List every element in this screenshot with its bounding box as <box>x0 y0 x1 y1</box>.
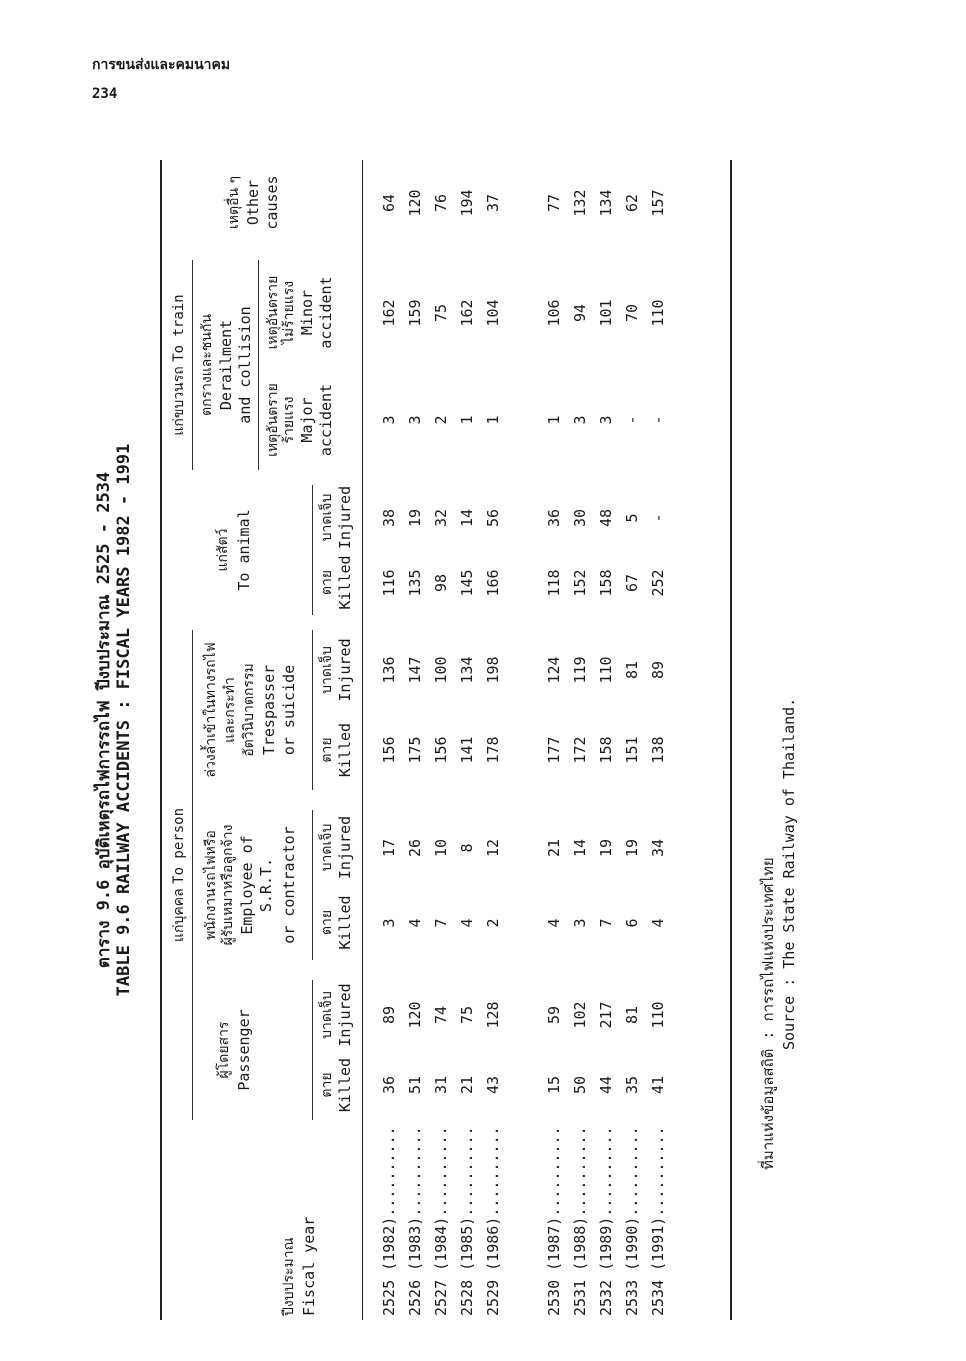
table-cell: 3 <box>571 918 589 928</box>
table-cell: 67 <box>623 573 641 593</box>
injured-th: บาดเจ็บ <box>319 823 335 872</box>
table-cell: 110 <box>649 299 667 327</box>
table-cell: 15 <box>545 1075 563 1095</box>
table-cell: 177 <box>545 736 563 764</box>
table-cell: 38 <box>380 508 398 528</box>
row-fiscal-year: 2527 (1984).......... <box>432 1126 450 1316</box>
header-employee-en2: S.R.T. <box>257 857 275 913</box>
table-cell: 89 <box>380 1005 398 1025</box>
table-cell: 34 <box>649 838 667 858</box>
table-bottom-rule <box>730 160 732 1320</box>
table-cell: 252 <box>649 569 667 597</box>
table-cell: 172 <box>571 736 589 764</box>
table-row <box>484 160 508 1320</box>
table-cell: 124 <box>545 656 563 684</box>
table-cell: - <box>649 415 667 425</box>
header-major-en2: accident <box>317 383 335 457</box>
table-cell: 75 <box>432 303 450 323</box>
table-row <box>545 160 569 1320</box>
table-cell: 19 <box>623 838 641 858</box>
table-cell: 151 <box>623 736 641 764</box>
table-cell: 19 <box>597 838 615 858</box>
table-cell: 35 <box>623 1075 641 1095</box>
table-title-english: TABLE 9.6 RAILWAY ACCIDENTS : FISCAL YEARS 1982 - 1991 <box>114 443 134 997</box>
table-row <box>623 160 647 1320</box>
header-major-th1: เหตุอันตราย <box>265 383 281 457</box>
table-cell: 98 <box>432 573 450 593</box>
header-trespasser-en1: Trespasser <box>260 664 278 756</box>
table-cell: 132 <box>571 189 589 217</box>
header-major-th2: ร้ายแรง <box>281 396 297 444</box>
table-cell: 159 <box>406 299 424 327</box>
table-cell: 26 <box>406 838 424 858</box>
table-cell: 41 <box>649 1075 667 1095</box>
table-row <box>458 160 482 1320</box>
table-cell: 102 <box>571 1001 589 1029</box>
table-cell: 198 <box>484 656 502 684</box>
table-cell: 1 <box>484 415 502 425</box>
table-row <box>649 160 673 1320</box>
table-cell: 37 <box>484 193 502 213</box>
table-cell: 136 <box>380 656 398 684</box>
injured-th: บาดเจ็บ <box>319 646 335 694</box>
table-cell: 75 <box>458 1005 476 1025</box>
to-train-rule <box>192 260 193 470</box>
table-cell: 3 <box>571 415 589 425</box>
table-cell: 36 <box>380 1075 398 1095</box>
table-cell: 21 <box>458 1075 476 1095</box>
table-cell: 31 <box>432 1075 450 1095</box>
table-cell: 14 <box>458 508 476 528</box>
header-derail-th: ตกรางและชนกัน <box>199 313 215 417</box>
header-employee-th2: ผู้รับเหมาหรือลูกจ้าง <box>220 824 236 946</box>
table-cell: 2 <box>484 918 502 928</box>
table-cell: 152 <box>571 569 589 597</box>
table-cell: 5 <box>623 513 641 523</box>
table-cell: 36 <box>545 508 563 528</box>
header-other-th: เหตุอื่น ๆ <box>226 175 242 230</box>
row-fiscal-year: 2529 (1986).......... <box>484 1126 502 1316</box>
killed-th: ตาย <box>319 737 335 763</box>
table-cell: 81 <box>623 1005 641 1025</box>
table-cell: 59 <box>545 1005 563 1025</box>
header-other-en1: Other <box>244 179 262 226</box>
table-row <box>406 160 430 1320</box>
killed-th: ตาย <box>319 909 335 936</box>
trespasser-rule <box>312 630 313 790</box>
killed-th: ตาย <box>319 569 335 596</box>
header-animal-en: To animal <box>235 509 253 591</box>
table-cell: 162 <box>380 299 398 327</box>
table-cell: 3 <box>406 415 424 425</box>
table-cell: 56 <box>484 508 502 528</box>
header-fiscal-year-th: ปีงบประมาณ <box>281 1237 297 1316</box>
table-cell: 141 <box>458 736 476 764</box>
table-cell: 217 <box>597 1001 615 1029</box>
table-cell: 158 <box>597 736 615 764</box>
row-fiscal-year: 2532 (1989).......... <box>597 1126 615 1316</box>
passenger-rule <box>312 980 313 1120</box>
source-thai: ที่มาแห่งข้อมูลสถิติ : การรถไฟแห่งประเทศไทย <box>759 857 777 1170</box>
row-fiscal-year: 2528 (1985).......... <box>458 1126 476 1316</box>
header-passenger-en: Passenger <box>235 1009 253 1091</box>
table-cell: 3 <box>380 918 398 928</box>
killed-th: ตาย <box>319 1072 335 1098</box>
table-cell: 81 <box>623 660 641 680</box>
table-cell: 128 <box>484 1001 502 1029</box>
table-cell: - <box>649 513 667 523</box>
injured-en: Injured <box>336 983 354 1047</box>
header-employee-en1: Employee of <box>238 835 256 935</box>
killed-en: Killed <box>336 555 354 610</box>
table-cell: 4 <box>545 918 563 928</box>
table-row <box>571 160 595 1320</box>
table-cell: 3 <box>597 415 615 425</box>
table-top-rule <box>160 160 162 1320</box>
table-cell: 147 <box>406 656 424 684</box>
row-fiscal-year: 2525 (1982).......... <box>380 1126 398 1316</box>
header-derail-en1: Derailment <box>217 319 235 411</box>
table-cell: 74 <box>432 1005 450 1025</box>
table-cell: 175 <box>406 736 424 764</box>
table-row <box>432 160 456 1320</box>
table-cell: 50 <box>571 1075 589 1095</box>
header-minor-th1: เหตุอันตราย <box>265 275 281 350</box>
animal-rule <box>312 485 313 615</box>
header-minor-en1: Minor <box>298 289 316 336</box>
header-to-person: แก่บุคคล To person <box>171 808 187 943</box>
table-cell: 4 <box>406 918 424 928</box>
table-cell: 44 <box>597 1075 615 1095</box>
table-cell: 138 <box>649 736 667 764</box>
table-cell: 3 <box>380 415 398 425</box>
table-cell: 94 <box>571 303 589 323</box>
source-english: Source : The State Railway of Thailand. <box>780 697 798 1050</box>
table-cell: 178 <box>484 736 502 764</box>
injured-en: Injured <box>336 485 354 550</box>
row-fiscal-year: 2531 (1988).......... <box>571 1126 589 1316</box>
table-cell: 2 <box>432 415 450 425</box>
table-cell: 100 <box>432 656 450 684</box>
table-cell: 194 <box>458 189 476 217</box>
table-cell: 101 <box>597 299 615 327</box>
table-cell: 21 <box>545 838 563 858</box>
table-cell: 14 <box>571 838 589 858</box>
table-cell: 19 <box>406 508 424 528</box>
page-number: 234 <box>92 86 118 102</box>
header-major-en1: Major <box>298 397 316 443</box>
header-other-en2: causes <box>263 175 281 230</box>
table-cell: 4 <box>649 918 667 928</box>
table-cell: 156 <box>380 736 398 764</box>
row-fiscal-year: 2526 (1983).......... <box>406 1126 424 1316</box>
table-cell: 7 <box>597 918 615 928</box>
table-cell: 166 <box>484 569 502 597</box>
table-cell: 10 <box>432 838 450 858</box>
table-cell: 110 <box>597 656 615 684</box>
header-trespasser-th1: ล่วงล้ำเข้าในทางรถไฟ <box>203 642 219 778</box>
table-cell: - <box>623 415 641 425</box>
header-animal-th: แก่สัตว์ <box>215 528 231 572</box>
table-title-thai: ตาราง 9.6 อุบัติเหตุรถไฟการรถไฟ ปีงบประมาณ 2525 - 2534 <box>94 471 114 969</box>
injured-th: บาดเจ็บ <box>319 493 335 542</box>
header-minor-th2: ไม่ร้ายแรง <box>281 280 297 345</box>
table-cell: 43 <box>484 1075 502 1095</box>
table-cell: 120 <box>406 1001 424 1029</box>
table-cell: 12 <box>484 838 502 858</box>
header-employee-en3: or contractor <box>280 826 298 944</box>
table-cell: 6 <box>623 918 641 928</box>
header-bottom-rule <box>362 160 363 1320</box>
table-cell: 106 <box>545 299 563 327</box>
injured-en: Injured <box>336 815 354 880</box>
table-cell: 145 <box>458 569 476 597</box>
employee-rule <box>312 810 313 960</box>
table-cell: 8 <box>458 843 476 853</box>
table-cell: 135 <box>406 569 424 597</box>
table-cell: 7 <box>432 918 450 928</box>
table-cell: 64 <box>380 193 398 213</box>
table-cell: 30 <box>571 508 589 528</box>
header-derail-en2: and collision <box>236 306 254 424</box>
header-trespasser-en2: or suicide <box>280 664 298 756</box>
table-cell: 1 <box>458 415 476 425</box>
table-cell: 32 <box>432 508 450 528</box>
row-fiscal-year: 2534 (1991).......... <box>649 1126 667 1316</box>
table-cell: 104 <box>484 299 502 327</box>
table-cell: 156 <box>432 736 450 764</box>
table-cell: 119 <box>571 656 589 684</box>
table-row <box>597 160 621 1320</box>
table-cell: 1 <box>545 415 563 425</box>
killed-en: Killed <box>336 1057 354 1113</box>
header-trespasser-th2: และกระทำ <box>222 677 238 743</box>
header-employee-th1: พนักงานรถไฟหรือ <box>203 830 219 940</box>
header-fiscal-year-en: Fiscal year <box>300 1216 318 1316</box>
killed-en: Killed <box>336 722 354 778</box>
table-cell: 4 <box>458 918 476 928</box>
table-cell: 70 <box>623 303 641 323</box>
table-cell: 76 <box>432 193 450 213</box>
table-cell: 62 <box>623 193 641 213</box>
table-cell: 110 <box>649 1001 667 1029</box>
table-cell: 134 <box>597 189 615 217</box>
table-cell: 51 <box>406 1075 424 1095</box>
to-person-rule <box>192 630 193 1120</box>
table-cell: 120 <box>406 189 424 217</box>
derail-rule <box>258 260 259 470</box>
table-cell: 158 <box>597 569 615 597</box>
table-row <box>380 160 404 1320</box>
header-to-train: แก่ขบวนรถ To train <box>171 294 187 436</box>
running-header: การขนส่งและคมนาคม <box>92 57 231 73</box>
table-cell: 17 <box>380 838 398 858</box>
rotated-table-block <box>90 120 825 1320</box>
header-passenger-th: ผู้โดยสาร <box>216 1021 232 1079</box>
injured-th: บาดเจ็บ <box>319 991 335 1039</box>
table-cell: 162 <box>458 299 476 327</box>
table-cell: 118 <box>545 569 563 597</box>
row-fiscal-year: 2530 (1987).......... <box>545 1126 563 1316</box>
header-minor-en2: accident <box>317 276 335 349</box>
killed-en: Killed <box>336 895 354 950</box>
table-cell: 116 <box>380 569 398 597</box>
table-cell: 89 <box>649 660 667 680</box>
table-cell: 134 <box>458 656 476 684</box>
header-trespasser-th3: อัตวินิบาตกรรม <box>241 663 257 757</box>
row-fiscal-year: 2533 (1990).......... <box>623 1126 641 1316</box>
table-cell: 157 <box>649 189 667 217</box>
injured-en: Injured <box>336 638 354 702</box>
table-cell: 77 <box>545 193 563 213</box>
table-cell: 48 <box>597 508 615 528</box>
